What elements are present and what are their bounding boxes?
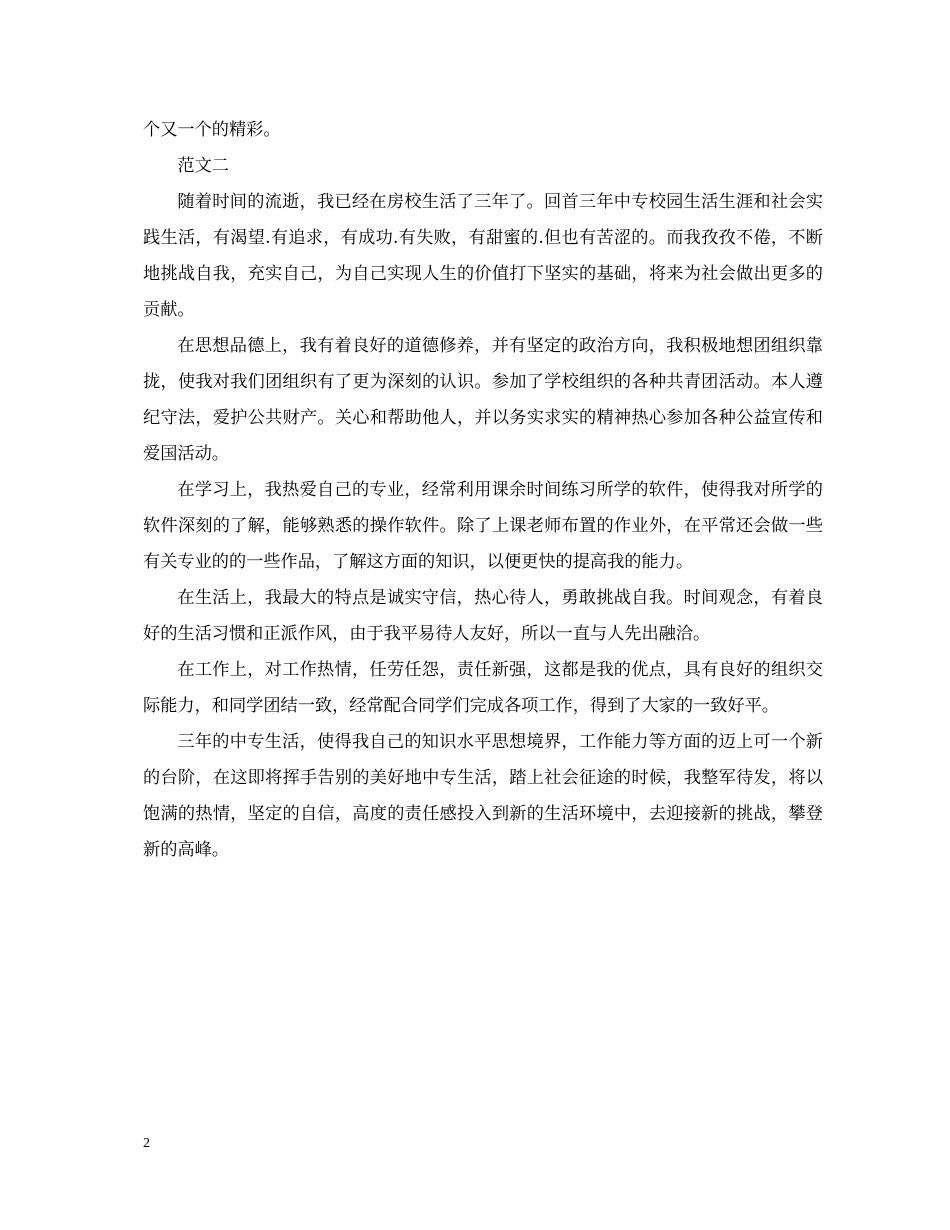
page-number: 2 [143, 1136, 150, 1151]
section-heading: 范文二 [177, 156, 229, 176]
paragraph-work: 在工作上，对工作热情，任劳任怨，责任新强，这都是我的优点，具有良好的组织交际能力，和同学团结一致，经常配合同学们完成各项工作，得到了大家的一致好平。 [143, 660, 823, 716]
document-body [143, 112, 823, 868]
paragraph-intro: 随着时间的流逝，我已经在房校生活了三年了。回首三年中专校园生活生涯和社会实践生活，有渴望.有追求，有成功.有失败，有甜蜜的.但也有苦涩的。而我孜孜不倦，不断地挑战自我，充实自己，为自己实现人生的价值打下坚实的基础，将来为社会做出更多的贡献。 [143, 192, 823, 320]
paragraph-continuation: 个又一个的精彩。 [143, 120, 281, 140]
paragraph-conclusion: 三年的中专生活，使得我自己的知识水平思想境界，工作能力等方面的迈上可一个新的台阶，在这即将挥手告别的美好地中专生活，踏上社会征途的时候，我整军待发，将以饱满的热情，坚定的自信，高度的责任感投入到新的生活环境中，去迎接新的挑战，攀登新的高峰。 [143, 732, 823, 860]
paragraph-life: 在生活上，我最大的特点是诚实守信，热心待人，勇敢挑战自我。时间观念，有着良好的生活习惯和正派作风，由于我平易待人友好，所以一直与人先出融洽。 [143, 588, 823, 644]
paragraph-ideology: 在思想品德上，我有着良好的道德修养，并有坚定的政治方向，我积极地想团组织靠拢，使我对我们团组织有了更为深刻的认识。参加了学校组织的各种共青团活动。本人遵纪守法，爱护公共财产。关心和帮助他人，并以务实求实的精神热心参加各种公益宣传和爱国活动。 [143, 336, 823, 464]
paragraph-study: 在学习上，我热爱自己的专业，经常利用课余时间练习所学的软件，使得我对所学的软件深刻的了解，能够熟悉的操作软件。除了上课老师布置的作业外，在平常还会做一些有关专业的的一些作品，了解这方面的知识，以便更快的提高我的能力。 [143, 480, 823, 572]
